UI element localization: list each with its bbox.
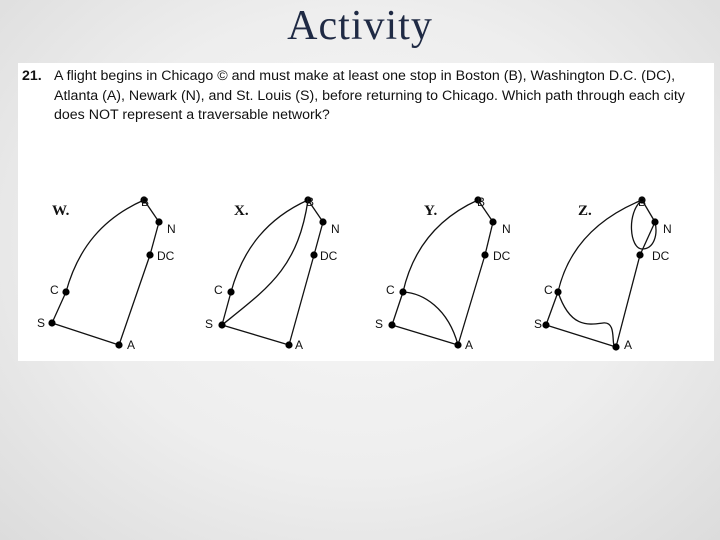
node-x-a xyxy=(285,341,292,348)
diagram-y xyxy=(375,195,511,352)
node-w-s-label: S xyxy=(37,316,46,330)
node-w-dc-label: DC xyxy=(157,249,175,263)
edge-z-a-s xyxy=(546,325,616,347)
node-x-dc-label: DC xyxy=(320,249,338,263)
edge-y-dc-a xyxy=(458,255,485,345)
node-y-s xyxy=(388,321,395,328)
node-z-s xyxy=(542,321,549,328)
edge-x-a-s xyxy=(222,325,289,345)
node-y-s-label: S xyxy=(375,317,384,331)
node-w-n-label: N xyxy=(167,222,176,236)
diagram-w-label: W. xyxy=(52,203,70,219)
edge-z-dc-a xyxy=(616,255,640,347)
node-x-c xyxy=(227,288,234,295)
node-z-dc xyxy=(636,251,643,258)
node-y-c-label: C xyxy=(386,283,395,297)
node-y-a xyxy=(454,341,461,348)
edge-y-a-s xyxy=(392,325,458,345)
node-z-n-label: N xyxy=(663,222,672,236)
edge-x-s-c xyxy=(222,292,231,325)
node-z-a-label: A xyxy=(624,338,633,352)
diagram-w xyxy=(37,195,176,352)
node-x-s xyxy=(218,321,225,328)
node-z-dc-label: DC xyxy=(652,249,670,263)
diagram-x-label: X. xyxy=(234,203,249,219)
node-y-n-label: N xyxy=(502,222,511,236)
slide-title: Activity xyxy=(287,3,433,49)
node-w-c-label: C xyxy=(50,283,59,297)
node-y-dc-label: DC xyxy=(493,249,511,263)
node-y-n xyxy=(489,218,496,225)
node-z-n xyxy=(651,218,658,225)
node-x-c-label: C xyxy=(214,283,223,297)
edge-z-c-a xyxy=(558,292,616,347)
node-w-a xyxy=(115,341,122,348)
question-number: 21. xyxy=(22,68,42,84)
edge-y-n-dc xyxy=(485,222,493,255)
edge-y-c-b xyxy=(403,200,478,292)
node-x-b-label: B xyxy=(306,195,315,209)
node-z-b-label: B xyxy=(638,195,647,209)
network-diagrams xyxy=(18,63,714,361)
question-panel xyxy=(18,63,714,361)
node-w-s xyxy=(48,319,55,326)
diagram-z-label: Z. xyxy=(578,203,592,219)
diagram-z xyxy=(534,195,672,352)
edge-w-c-b xyxy=(66,200,144,292)
node-x-dc xyxy=(310,251,317,258)
node-w-c xyxy=(62,288,69,295)
node-w-b-label: B xyxy=(141,195,150,209)
edge-z-c-b xyxy=(558,200,642,292)
node-w-dc xyxy=(146,251,153,258)
node-z-s-label: S xyxy=(534,317,543,331)
node-x-n xyxy=(319,218,326,225)
node-y-a-label: A xyxy=(465,338,474,352)
node-x-n-label: N xyxy=(331,222,340,236)
node-x-a-label: A xyxy=(295,338,304,352)
node-x-s-label: S xyxy=(205,317,214,331)
diagram-y-label: Y. xyxy=(424,203,438,219)
question-text: A flight begins in Chicago © and must make at least one stop in Boston (B), Washington D.C. (DC), Atlanta (A), Newark (N), and St. Louis (S), before returning to Chicago. Which path through each city does NOT represent a traversable network? xyxy=(54,68,685,123)
edge-w-a-s xyxy=(52,323,119,345)
node-w-n xyxy=(155,218,162,225)
node-y-dc xyxy=(481,251,488,258)
node-z-c-label: C xyxy=(544,283,553,297)
node-z-c xyxy=(554,288,561,295)
node-z-a xyxy=(612,343,619,350)
edge-w-dc-a xyxy=(119,255,150,345)
node-y-c xyxy=(399,288,406,295)
node-y-b-label: B xyxy=(477,195,486,209)
diagram-x xyxy=(205,195,340,352)
edge-x-dc-a xyxy=(289,255,314,345)
node-w-a-label: A xyxy=(127,338,136,352)
